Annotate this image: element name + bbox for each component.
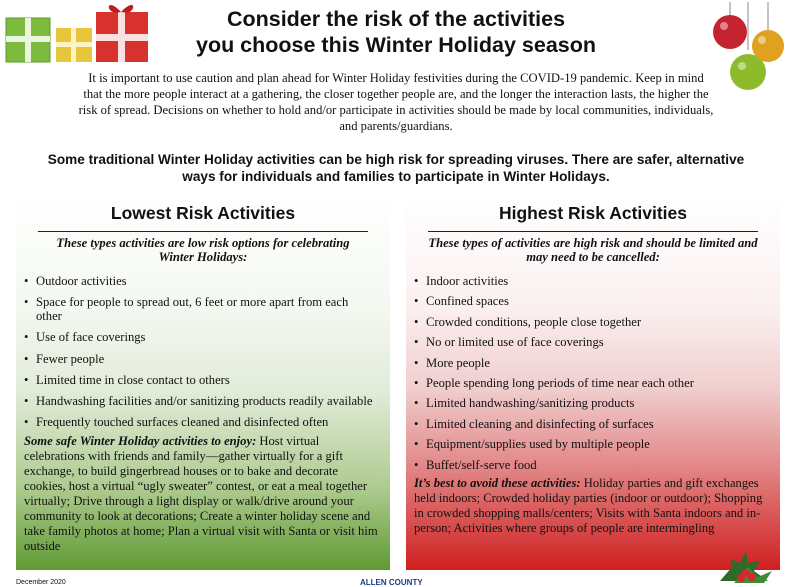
title-line-2: you choose this Winter Holiday season xyxy=(195,33,597,57)
list-item: • Frequently touched surfaces cleaned and disinfected often xyxy=(24,415,376,429)
list-item: • Buffet/self-serve food xyxy=(414,458,766,472)
list-item: • More people xyxy=(414,356,766,370)
safe-activities-text: Host virtual celebrations with friends and family—gather virtually for a gift exchange, to build gingerbread houses or to bake and decorate cookies, host a virtual “ugly sweater” contest, or eat a meal together virtually; Drive through a light display or walk/drive around your community to look at decorations; Create a winter holiday scene and take family photos at home; Plan a virtual visit with Santa or visit him outside xyxy=(24,434,378,554)
highest-risk-panel xyxy=(406,195,780,570)
footer-date: December 2020 xyxy=(16,579,66,586)
avoid-activities-paragraph xyxy=(414,476,772,536)
avoid-activities-text: Holiday parties and gift exchanges held indoors; Crowded holiday parties (indoor or outdoor); Shopping in crowded shopping malls/centers; Visits with Santa indoors and in-person; Activities where groups of people are intermingling xyxy=(414,475,763,535)
list-item: • Crowded conditions, people close together xyxy=(414,315,766,329)
list-item: • People spending long periods of time near each other xyxy=(414,376,766,390)
safe-activities-lead: Some safe Winter Holiday activities to enjoy: xyxy=(24,434,257,449)
list-item: • Use of face coverings xyxy=(24,330,376,344)
list-item: • Space for people to spread out, 6 feet or more apart from each other xyxy=(24,295,376,323)
list-item: • Confined spaces xyxy=(414,294,766,308)
title-line-1: Consider the risk of the activities xyxy=(226,7,566,31)
footer-org-logo: ALLEN COUNTY xyxy=(360,578,423,587)
list-item: • Outdoor activities xyxy=(24,274,376,288)
gift-boxes-image xyxy=(2,2,152,64)
avoid-activities-lead: It’s best to avoid these activities: xyxy=(414,475,581,490)
ornaments-image xyxy=(710,2,790,102)
list-item: • Indoor activities xyxy=(414,274,766,288)
lowest-risk-subheading: These types activities are low risk options for celebrating Winter Holidays: xyxy=(38,231,368,264)
list-item: • No or limited use of face coverings xyxy=(414,335,766,349)
lowest-risk-list xyxy=(16,274,390,429)
list-item: • Fewer people xyxy=(24,352,376,366)
callout-text: Some traditional Winter Holiday activities can be high risk for spreading viruses. There are safer, alternative ways for individuals and families to participate in Winter Holidays. xyxy=(47,152,745,184)
lowest-risk-heading: Lowest Risk Activities xyxy=(110,203,296,223)
holly-icon xyxy=(714,537,778,585)
list-item: • Equipment/supplies used by multiple people xyxy=(414,437,766,451)
page-title xyxy=(150,6,642,58)
highest-risk-heading: Highest Risk Activities xyxy=(498,203,688,223)
list-item: • Limited handwashing/sanitizing products xyxy=(414,396,766,410)
list-item: • Handwashing facilities and/or sanitizing products readily available xyxy=(24,394,376,408)
list-item: • Limited time in close contact to others xyxy=(24,373,376,387)
lowest-risk-panel xyxy=(16,195,390,570)
safe-activities-paragraph xyxy=(24,434,382,554)
list-item: • Limited cleaning and disinfecting of surfaces xyxy=(414,417,766,431)
intro-text: It is important to use caution and plan ahead for Winter Holiday festivities during the COVID-19 pandemic. Keep in mind that the more people interact at a gathering, the closer together people are, and the longer the interaction lasts, the higher the risk of spread. Decisions on whether to hold and/or participate in activities should be made by local communities, individuals, and parents/guardians. xyxy=(78,71,714,133)
highest-risk-list xyxy=(406,274,780,472)
highest-risk-subheading: These types of activities are high risk and should be limited and may need to be cancelled: xyxy=(428,231,758,264)
